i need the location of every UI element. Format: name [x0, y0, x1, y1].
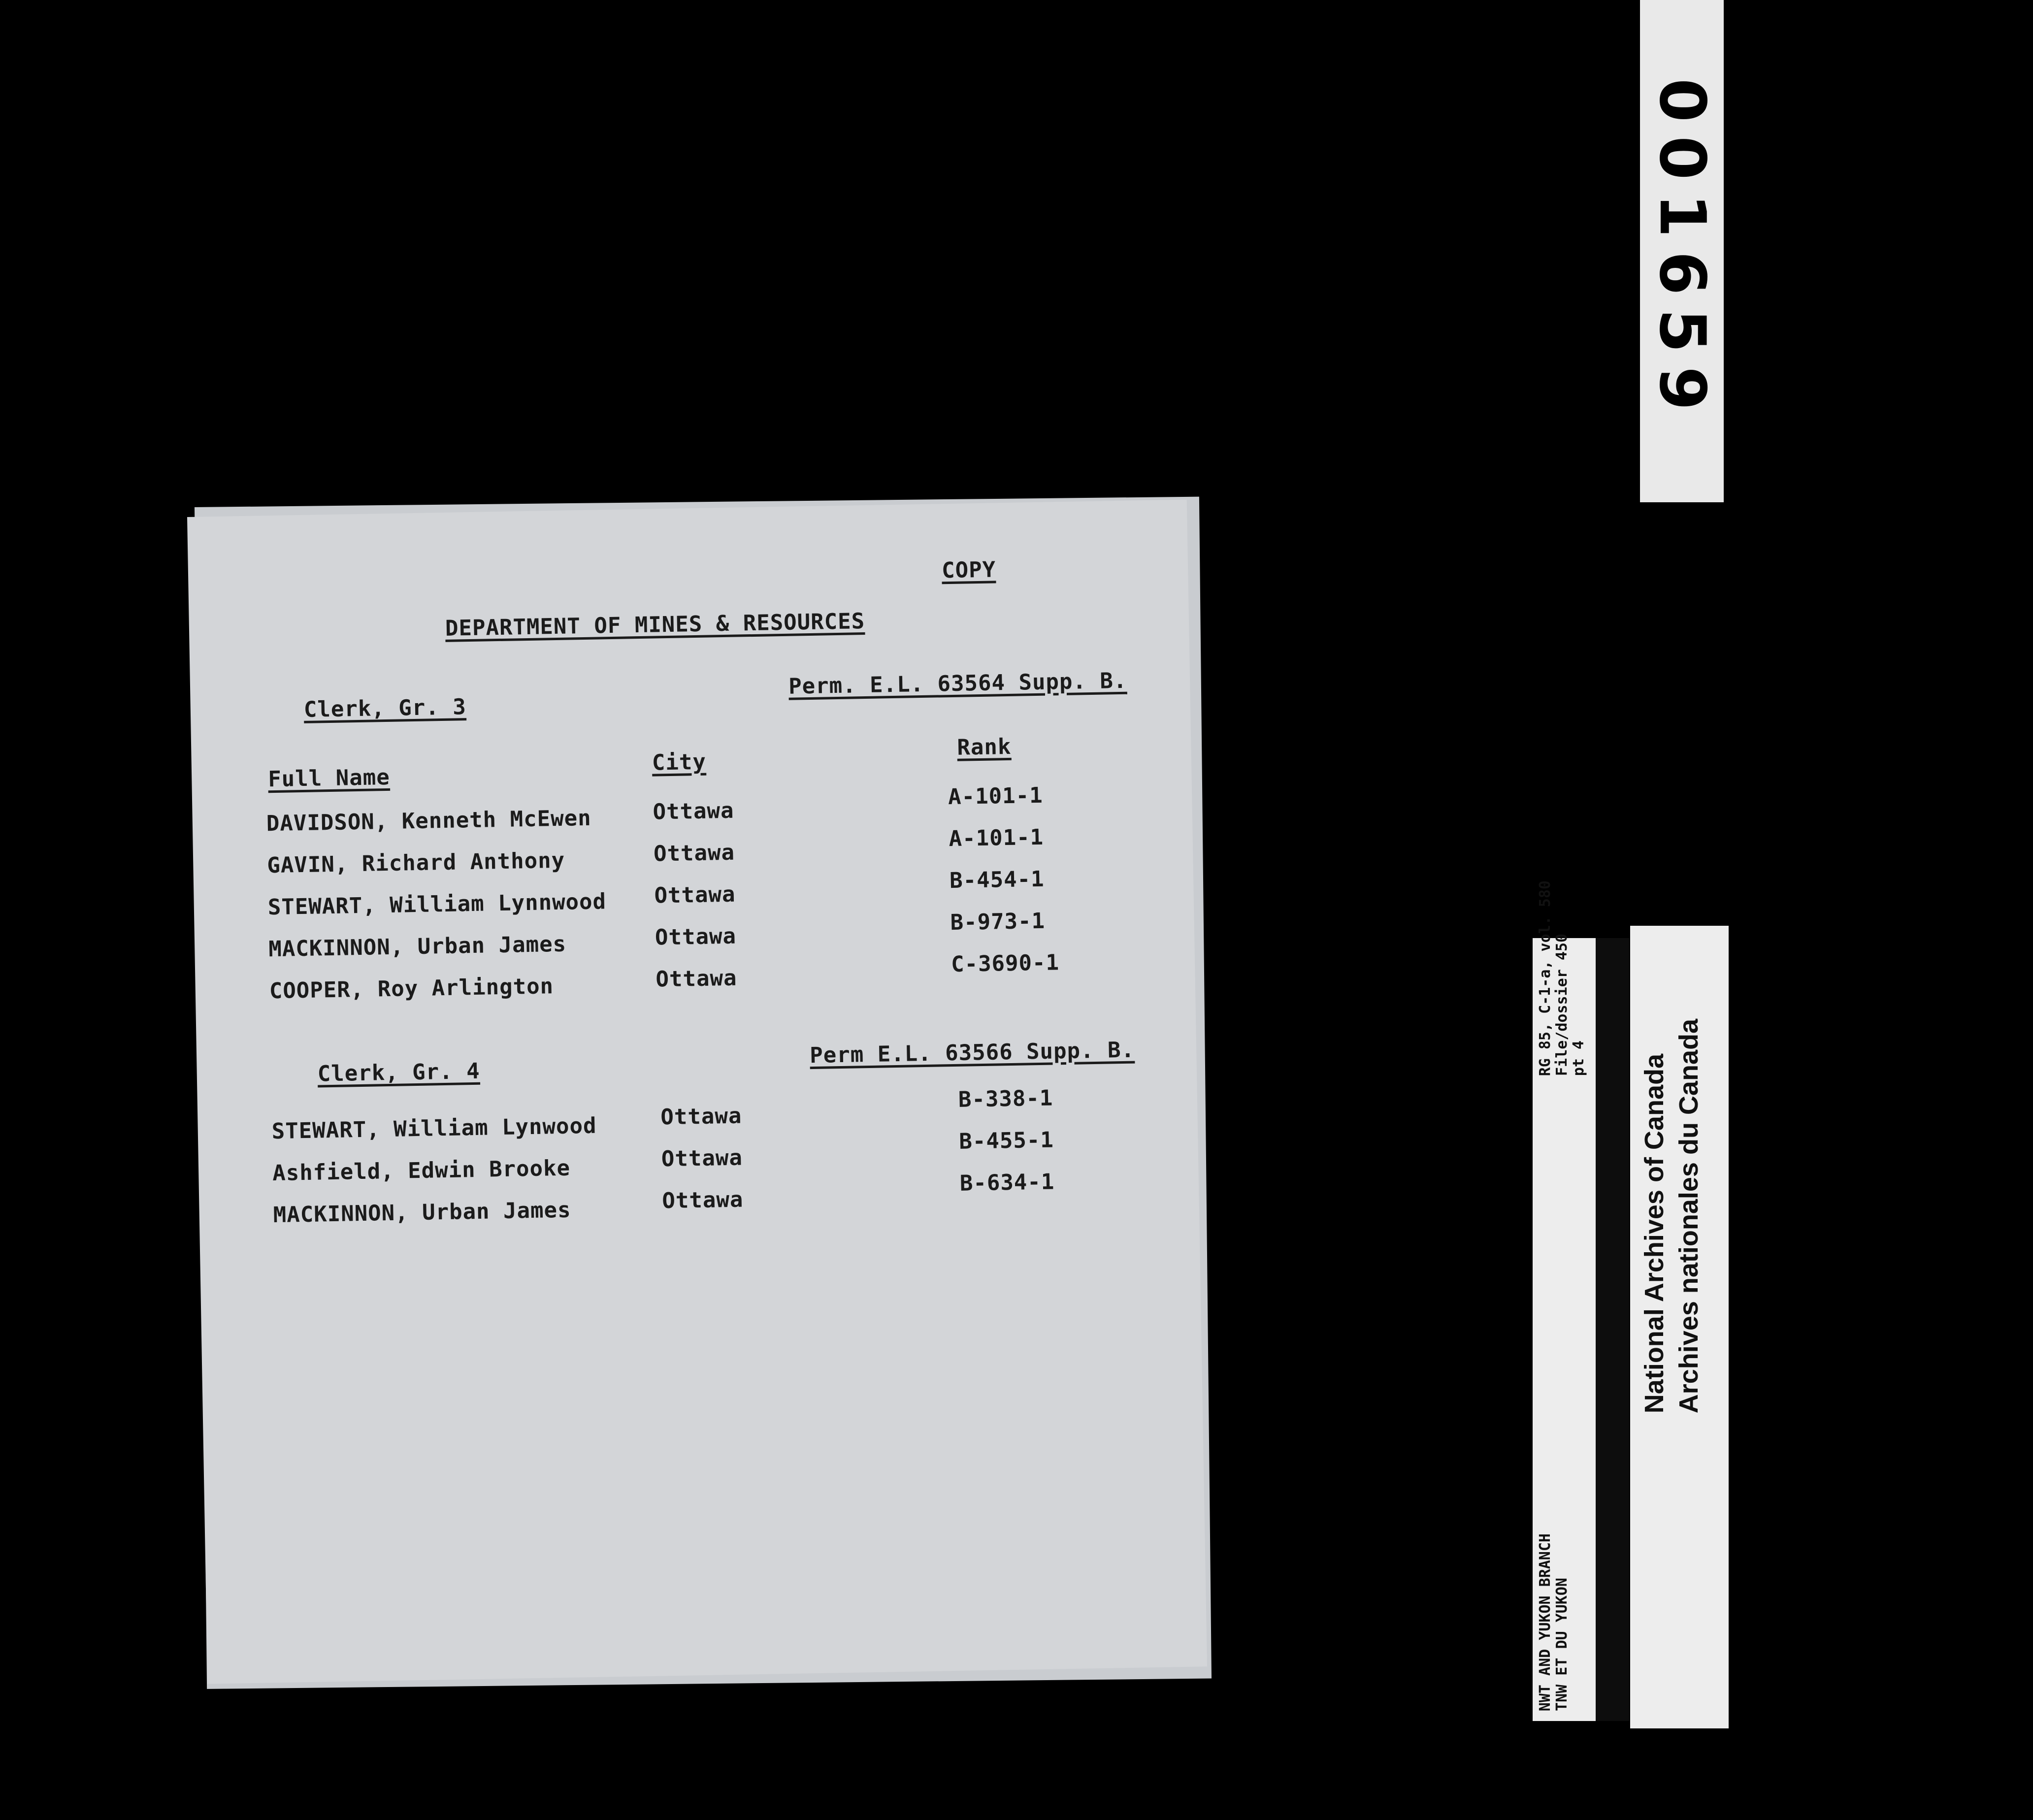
frame-number-strip: [1640, 0, 1724, 502]
table-cell-rank: C-3690-1: [951, 950, 1060, 977]
table-cell-city: Ottawa: [660, 1103, 742, 1130]
table-cell-rank: A-101-1: [948, 782, 1044, 810]
table-cell-name: MACKINNON, Urban James: [273, 1197, 571, 1228]
table-cell-name: STEWART, William Lynnwood: [267, 889, 607, 920]
document-page: [187, 500, 1207, 1684]
institution-french: Archives nationales du Canada: [1674, 1018, 1704, 1413]
table-cell-city: Ottawa: [661, 1145, 743, 1172]
header-full-name: Full Name: [267, 764, 391, 792]
table-cell-rank: B-338-1: [958, 1085, 1053, 1112]
table-cell-city: Ottawa: [654, 881, 736, 909]
branch-line-1: NWT AND YUKON BRANCH: [1537, 1533, 1554, 1711]
header-rank: Rank: [956, 734, 1012, 760]
reference-line-1: RG 85, C-1-a, vol. 580: [1537, 880, 1554, 1076]
table-cell-rank: B-634-1: [959, 1169, 1055, 1196]
table-cell-name: Ashfield, Edwin Brooke: [272, 1155, 571, 1186]
section1-grade: Clerk, Gr. 3: [303, 694, 467, 722]
table-cell-name: GAVIN, Richard Anthony: [266, 847, 565, 878]
frame-number: 001659: [1645, 78, 1719, 424]
label-divider: [1596, 938, 1629, 1721]
table-cell-name: MACKINNON, Urban James: [268, 931, 567, 962]
table-cell-city: Ottawa: [656, 965, 737, 992]
table-cell-rank: A-101-1: [949, 824, 1044, 852]
section1-list: Perm. E.L. 63564 Supp. B.: [788, 668, 1127, 699]
table-cell-rank: B-455-1: [958, 1127, 1054, 1154]
section2-list: Perm E.L. 63566 Supp. B.: [809, 1037, 1135, 1069]
table-cell-name: DAVIDSON, Kenneth McEwen: [266, 805, 592, 837]
table-cell-rank: B-454-1: [949, 866, 1045, 894]
table-cell-name: STEWART, William Lynwood: [271, 1113, 597, 1144]
table-cell-name: COOPER, Roy Arlington: [269, 974, 554, 1004]
department-title: DEPARTMENT OF MINES & RESOURCES: [445, 609, 865, 641]
branch-line-2: TNW ET DU YUKON: [1553, 1578, 1571, 1711]
table-cell-city: Ottawa: [653, 840, 735, 867]
table-cell-city: Ottawa: [653, 798, 734, 825]
table-cell-rank: B-973-1: [950, 908, 1046, 936]
archive-institution-label: [1630, 926, 1729, 1728]
table-cell-city: Ottawa: [661, 1187, 744, 1214]
header-city: City: [652, 749, 707, 776]
institution-english: National Archives of Canada: [1640, 1053, 1669, 1413]
reference-line-2: File/dossier 450: [1553, 934, 1571, 1076]
copy-label: COPY: [941, 557, 996, 584]
table-cell-city: Ottawa: [655, 923, 737, 950]
section2-grade: Clerk, Gr. 4: [317, 1058, 481, 1087]
reference-line-3: pt 4: [1570, 1040, 1587, 1076]
